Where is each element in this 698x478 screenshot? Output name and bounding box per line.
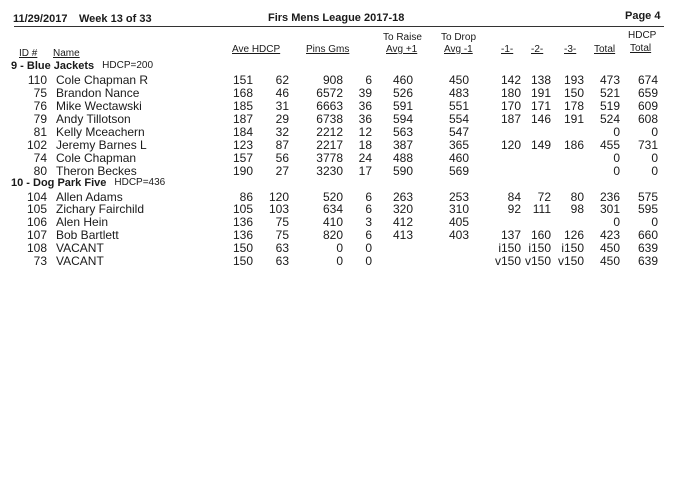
player-name: Cole Chapman bbox=[56, 150, 137, 165]
player-to-drop: 554 bbox=[448, 111, 469, 126]
player-handicap: 103 bbox=[268, 202, 289, 217]
player-pins: 908 bbox=[322, 72, 343, 87]
col-hdcp-total-top: HDCP bbox=[628, 30, 657, 41]
player-series-total: 455 bbox=[599, 137, 620, 152]
player-average: 168 bbox=[232, 85, 253, 100]
table-row bbox=[0, 165, 698, 178]
player-game1: 187 bbox=[500, 111, 521, 126]
player-to-drop: 365 bbox=[448, 137, 469, 152]
player-average: 150 bbox=[232, 241, 253, 256]
player-name: Allen Adams bbox=[56, 189, 123, 204]
col-id: ID # bbox=[19, 48, 38, 59]
player-average: 123 bbox=[232, 137, 253, 152]
player-handicap: 31 bbox=[275, 98, 289, 113]
player-to-raise: 563 bbox=[392, 124, 413, 139]
player-id: 102 bbox=[26, 137, 47, 152]
player-id: 106 bbox=[26, 215, 47, 230]
player-to-raise: 591 bbox=[392, 98, 413, 113]
player-game3: 98 bbox=[570, 202, 584, 217]
player-to-drop: 403 bbox=[448, 228, 469, 243]
player-pins: 820 bbox=[322, 228, 343, 243]
player-handicap: 29 bbox=[275, 111, 289, 126]
player-hdcp-total: 731 bbox=[637, 137, 658, 152]
player-to-drop: 551 bbox=[448, 98, 469, 113]
player-name: Kelly Mceachern bbox=[56, 124, 145, 139]
player-games: 6 bbox=[365, 72, 372, 87]
player-game2: v150 bbox=[524, 254, 551, 269]
player-series-total: 519 bbox=[599, 98, 620, 113]
player-to-raise: 594 bbox=[392, 111, 413, 126]
player-id: 108 bbox=[26, 241, 47, 256]
player-hdcp-total: 0 bbox=[651, 163, 658, 178]
player-hdcp-total: 595 bbox=[637, 202, 658, 217]
player-game2: 160 bbox=[530, 228, 551, 243]
player-game3: 191 bbox=[563, 111, 584, 126]
player-pins: 634 bbox=[322, 202, 343, 217]
league-title: Firs Mens League 2017-18 bbox=[268, 12, 405, 24]
player-pins: 6738 bbox=[316, 111, 343, 126]
col-pins-gms: Pins Gms bbox=[306, 44, 350, 55]
player-game3: v150 bbox=[557, 254, 584, 269]
player-average: 190 bbox=[232, 163, 253, 178]
player-game2: i150 bbox=[528, 241, 551, 256]
player-handicap: 32 bbox=[275, 124, 289, 139]
player-to-raise: 387 bbox=[392, 137, 413, 152]
player-handicap: 63 bbox=[275, 254, 289, 269]
player-game3: 126 bbox=[563, 228, 584, 243]
player-game3: 186 bbox=[563, 137, 584, 152]
team-title: 9 - Blue Jackets bbox=[11, 60, 95, 72]
player-games: 18 bbox=[358, 137, 372, 152]
player-name: VACANT bbox=[56, 254, 104, 269]
player-games: 6 bbox=[365, 228, 372, 243]
player-handicap: 120 bbox=[268, 189, 289, 204]
player-games: 6 bbox=[365, 202, 372, 217]
player-id: 81 bbox=[33, 124, 47, 139]
player-name: Zichary Fairchild bbox=[56, 202, 145, 217]
col-to-raise-bottom: Avg +1 bbox=[386, 44, 418, 55]
table-row bbox=[0, 152, 698, 165]
player-handicap: 75 bbox=[275, 215, 289, 230]
col-ave-hdcp: Ave HDCP bbox=[232, 44, 281, 55]
table-row bbox=[0, 229, 698, 242]
player-average: 136 bbox=[232, 215, 253, 230]
player-game3: 80 bbox=[570, 189, 584, 204]
player-average: 136 bbox=[232, 228, 253, 243]
player-game1: 84 bbox=[507, 189, 521, 204]
player-hdcp-total: 660 bbox=[637, 228, 658, 243]
col-to-raise-top: To Raise bbox=[383, 32, 422, 43]
player-game2: 149 bbox=[530, 137, 551, 152]
player-to-raise: 320 bbox=[392, 202, 413, 217]
player-game1: 92 bbox=[507, 202, 521, 217]
player-game1: i150 bbox=[498, 241, 521, 256]
player-series-total: 524 bbox=[599, 111, 620, 126]
player-name: Mike Wectawski bbox=[56, 98, 142, 113]
player-games: 3 bbox=[365, 215, 372, 230]
player-to-raise: 488 bbox=[392, 150, 413, 165]
player-id: 76 bbox=[33, 98, 47, 113]
player-average: 185 bbox=[232, 98, 253, 113]
col-to-drop-top: To Drop bbox=[441, 32, 477, 43]
player-series-total: 236 bbox=[599, 189, 620, 204]
player-series-total: 450 bbox=[599, 241, 620, 256]
player-pins: 6663 bbox=[316, 98, 343, 113]
player-series-total: 0 bbox=[613, 150, 620, 165]
player-to-raise: 412 bbox=[392, 215, 413, 230]
player-hdcp-total: 0 bbox=[651, 124, 658, 139]
player-series-total: 301 bbox=[599, 202, 620, 217]
player-game1: 180 bbox=[500, 85, 521, 100]
player-series-total: 0 bbox=[613, 215, 620, 230]
player-game1: 137 bbox=[500, 228, 521, 243]
player-game2: 146 bbox=[530, 111, 551, 126]
player-id: 105 bbox=[26, 202, 47, 217]
player-series-total: 473 bbox=[599, 72, 620, 87]
player-game2: 191 bbox=[530, 85, 551, 100]
player-hdcp-total: 674 bbox=[637, 72, 658, 87]
player-hdcp-total: 0 bbox=[651, 150, 658, 165]
player-hdcp-total: 575 bbox=[637, 189, 658, 204]
col-game2: -2- bbox=[531, 44, 544, 55]
player-games: 36 bbox=[358, 98, 372, 113]
player-pins: 6572 bbox=[316, 85, 343, 100]
player-game3: 178 bbox=[563, 98, 584, 113]
table-row bbox=[0, 74, 698, 87]
player-to-drop: 253 bbox=[448, 189, 469, 204]
table-row bbox=[0, 100, 698, 113]
player-handicap: 87 bbox=[275, 137, 289, 152]
player-average: 184 bbox=[232, 124, 253, 139]
player-average: 86 bbox=[239, 189, 253, 204]
player-average: 150 bbox=[232, 254, 253, 269]
player-id: 75 bbox=[33, 85, 47, 100]
player-id: 74 bbox=[33, 150, 47, 165]
player-games: 0 bbox=[365, 254, 372, 269]
player-average: 157 bbox=[232, 150, 253, 165]
player-handicap: 56 bbox=[275, 150, 289, 165]
col-game1: -1- bbox=[501, 44, 514, 55]
player-hdcp-total: 0 bbox=[651, 215, 658, 230]
player-series-total: 423 bbox=[599, 228, 620, 243]
player-average: 187 bbox=[232, 111, 253, 126]
table-row bbox=[0, 255, 698, 268]
report-date: 11/29/2017 bbox=[13, 13, 68, 25]
player-to-raise: 413 bbox=[392, 228, 413, 243]
team-hdcp: HDCP=200 bbox=[102, 60, 154, 71]
player-name: Alen Hein bbox=[56, 215, 109, 230]
player-id: 104 bbox=[26, 189, 47, 204]
player-games: 39 bbox=[358, 85, 372, 100]
player-name: VACANT bbox=[56, 241, 104, 256]
player-pins: 3778 bbox=[316, 150, 343, 165]
player-handicap: 63 bbox=[275, 241, 289, 256]
player-hdcp-total: 639 bbox=[637, 241, 658, 256]
player-games: 17 bbox=[358, 163, 372, 178]
player-name: Cole Chapman R bbox=[56, 72, 149, 87]
player-hdcp-total: 608 bbox=[637, 111, 658, 126]
player-pins: 2217 bbox=[316, 137, 343, 152]
player-hdcp-total: 609 bbox=[637, 98, 658, 113]
player-id: 79 bbox=[33, 111, 47, 126]
player-to-drop: 310 bbox=[448, 202, 469, 217]
player-series-total: 521 bbox=[599, 85, 620, 100]
page-number: Page 4 bbox=[625, 10, 661, 22]
player-game2: 138 bbox=[530, 72, 551, 87]
header-rule bbox=[14, 26, 664, 27]
player-handicap: 27 bbox=[275, 163, 289, 178]
player-handicap: 46 bbox=[275, 85, 289, 100]
player-games: 24 bbox=[358, 150, 372, 165]
team-title: 10 - Dog Park Five bbox=[11, 176, 107, 189]
col-hdcp-total-bottom: Total bbox=[630, 43, 652, 54]
table-row bbox=[0, 139, 698, 152]
player-series-total: 0 bbox=[613, 124, 620, 139]
player-series-total: 0 bbox=[613, 163, 620, 178]
player-pins: 0 bbox=[336, 254, 343, 269]
col-total: Total bbox=[594, 44, 616, 55]
player-hdcp-total: 639 bbox=[637, 254, 658, 269]
player-name: Brandon Nance bbox=[56, 85, 140, 100]
player-pins: 410 bbox=[322, 215, 343, 230]
player-games: 6 bbox=[365, 189, 372, 204]
player-pins: 2212 bbox=[316, 124, 343, 139]
player-to-drop: 450 bbox=[448, 72, 469, 87]
player-to-drop: 569 bbox=[448, 163, 469, 178]
player-hdcp-total: 659 bbox=[637, 85, 658, 100]
table-row bbox=[0, 126, 698, 139]
player-game3: 150 bbox=[563, 85, 584, 100]
player-name: Jeremy Barnes L bbox=[56, 137, 147, 152]
player-to-drop: 547 bbox=[448, 124, 469, 139]
player-game1: 170 bbox=[500, 98, 521, 113]
player-to-drop: 405 bbox=[448, 215, 469, 230]
player-game2: 111 bbox=[532, 202, 551, 217]
player-id: 80 bbox=[33, 163, 47, 178]
player-game3: 193 bbox=[563, 72, 584, 87]
player-game2: 171 bbox=[530, 98, 551, 113]
player-handicap: 62 bbox=[275, 72, 289, 87]
player-id: 110 bbox=[27, 72, 47, 87]
player-to-raise: 590 bbox=[392, 163, 413, 178]
player-average: 105 bbox=[232, 202, 253, 217]
player-game2: 72 bbox=[537, 189, 551, 204]
player-game1: v150 bbox=[494, 254, 521, 269]
col-to-drop-bottom: Avg -1 bbox=[444, 44, 473, 55]
player-series-total: 450 bbox=[599, 254, 620, 269]
player-handicap: 75 bbox=[275, 228, 289, 243]
player-to-raise: 263 bbox=[392, 189, 413, 204]
table-row bbox=[0, 113, 698, 126]
player-pins: 3230 bbox=[316, 163, 343, 178]
player-games: 0 bbox=[365, 241, 372, 256]
player-games: 12 bbox=[358, 124, 372, 139]
player-id: 107 bbox=[26, 228, 47, 243]
team-hdcp: HDCP=436 bbox=[114, 176, 166, 188]
table-row bbox=[0, 87, 698, 100]
player-game1: 120 bbox=[500, 137, 521, 152]
player-pins: 520 bbox=[322, 189, 343, 204]
player-game3: i150 bbox=[561, 241, 584, 256]
player-id: 73 bbox=[33, 254, 47, 269]
team-header bbox=[0, 178, 698, 191]
player-to-raise: 460 bbox=[392, 72, 413, 87]
player-name: Theron Beckes bbox=[56, 163, 137, 178]
player-game1: 142 bbox=[500, 72, 521, 87]
player-pins: 0 bbox=[336, 241, 343, 256]
player-to-drop: 483 bbox=[448, 85, 469, 100]
col-game3: -3- bbox=[564, 44, 577, 55]
player-to-drop: 460 bbox=[448, 150, 469, 165]
player-name: Andy Tillotson bbox=[56, 111, 131, 126]
player-games: 36 bbox=[358, 111, 372, 126]
player-average: 151 bbox=[232, 72, 253, 87]
col-name: Name bbox=[53, 48, 80, 59]
player-to-raise: 526 bbox=[392, 85, 413, 100]
week-label: Week 13 of 33 bbox=[79, 13, 152, 25]
table-row bbox=[0, 242, 698, 255]
player-name: Bob Bartlett bbox=[56, 228, 119, 243]
